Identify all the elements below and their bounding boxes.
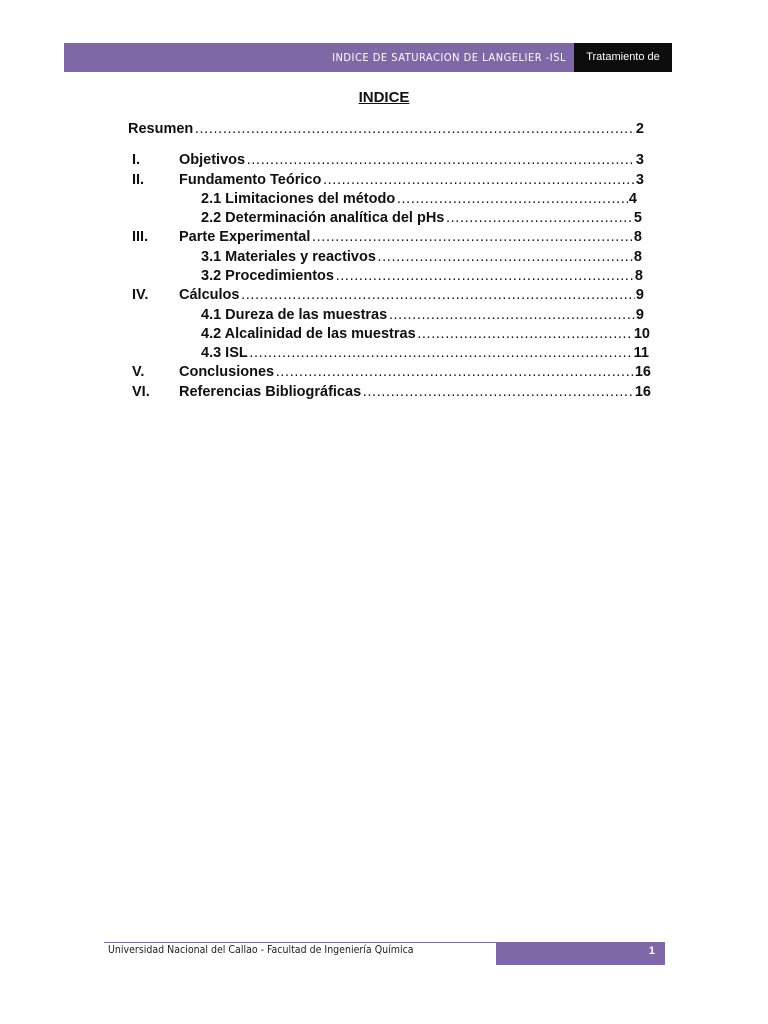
toc-label: Referencias Bibliográficas	[179, 384, 362, 400]
toc-leader	[377, 249, 633, 265]
toc-label: 4.2 Alcalinidad de las muestras	[201, 326, 416, 342]
toc-entry	[132, 172, 644, 188]
toc-leader	[240, 287, 634, 303]
toc-label: 4.1 Dureza de las muestras	[201, 307, 388, 323]
toc-leader	[445, 210, 633, 226]
toc-entry	[201, 307, 644, 323]
toc-page: 4	[628, 191, 637, 207]
toc-label: Conclusiones	[179, 364, 275, 380]
toc-label: Objetivos	[179, 152, 246, 168]
toc-page: 5	[633, 210, 642, 226]
toc-number: III.	[132, 229, 149, 245]
toc-label: 2.2 Determinación analítica del pHs	[201, 210, 445, 226]
document-title: INDICE	[358, 89, 410, 106]
toc-entry	[201, 249, 642, 265]
toc-number: IV.	[132, 287, 149, 303]
toc-entry	[132, 152, 644, 168]
toc-entry	[128, 121, 644, 137]
toc-number: V.	[132, 364, 145, 380]
toc-label: Parte Experimental	[179, 229, 311, 245]
toc-page: 8	[633, 229, 642, 245]
toc-entry	[132, 287, 644, 303]
toc-label: 3.1 Materiales y reactivos	[201, 249, 376, 265]
toc-entry	[201, 326, 650, 342]
toc-leader	[388, 307, 635, 323]
toc-page: 8	[633, 249, 642, 265]
toc-leader	[249, 345, 633, 361]
toc-label: 3.2 Procedimientos	[201, 268, 334, 284]
toc-label: Resumen	[128, 121, 194, 137]
toc-number: VI.	[132, 384, 150, 400]
toc-leader	[362, 384, 634, 400]
toc-page: 2	[635, 121, 644, 137]
toc-page: 3	[635, 152, 644, 168]
toc-label: Cálculos	[179, 287, 240, 303]
page-header	[64, 43, 672, 92]
toc-entry	[201, 268, 643, 284]
toc-leader	[417, 326, 633, 342]
toc-page: 8	[634, 268, 643, 284]
footer-divider	[104, 942, 496, 943]
toc-entry	[201, 191, 637, 207]
toc-number: I.	[132, 152, 141, 168]
toc-page: 9	[635, 287, 644, 303]
footer-text: Universidad Nacional del Callao - Facultad de Ingeniería Química	[108, 944, 414, 956]
toc-entry	[201, 345, 649, 361]
toc-entry	[132, 229, 642, 245]
toc-page: 16	[634, 384, 651, 400]
toc-leader	[194, 121, 635, 137]
toc-leader	[396, 191, 628, 207]
toc-leader	[275, 364, 634, 380]
toc-leader	[322, 172, 635, 188]
toc-page: 16	[634, 364, 651, 380]
toc-label: Fundamento Teórico	[179, 172, 322, 188]
toc-entry	[132, 364, 651, 380]
toc-number: II.	[132, 172, 145, 188]
toc-label: 2.1 Limitaciones del método	[201, 191, 396, 207]
toc-label: 4.3 ISL	[201, 345, 248, 361]
toc-leader	[311, 229, 633, 245]
toc-page: 10	[633, 326, 650, 342]
toc-entry	[132, 384, 651, 400]
toc-leader	[246, 152, 635, 168]
toc-entry	[201, 210, 642, 226]
header-tab: Tratamiento de Aguas	[574, 43, 672, 72]
toc-page: 3	[635, 172, 644, 188]
toc-page: 9	[635, 307, 644, 323]
toc-page: 11	[633, 345, 649, 361]
header-title: INDICE DE SATURACION DE LANGELIER -ISL	[332, 51, 566, 64]
toc-leader	[335, 268, 634, 284]
footer-page-number: 1	[496, 942, 665, 965]
